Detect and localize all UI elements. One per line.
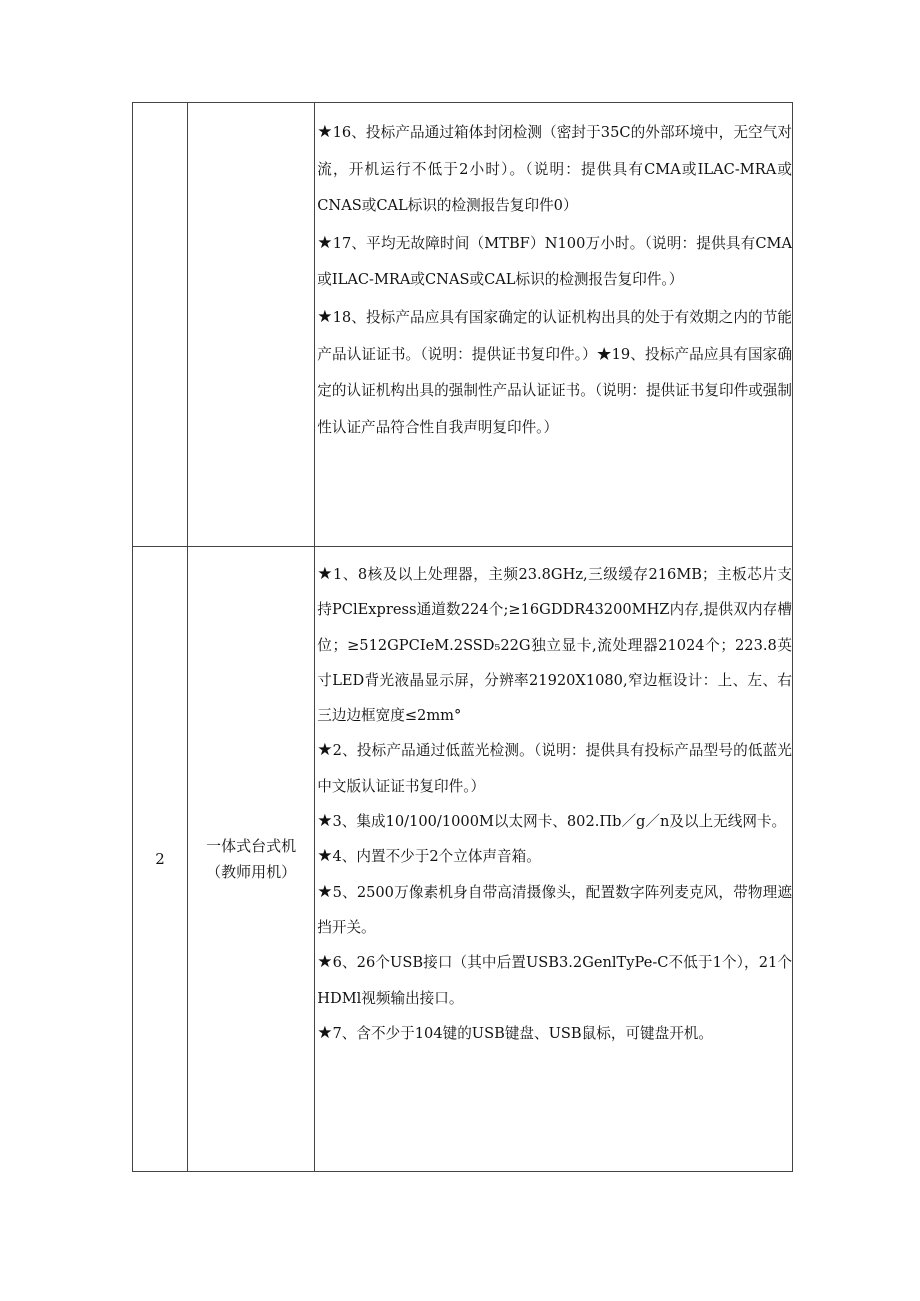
item-number-cell	[133, 103, 188, 547]
star-mark-icon: ★	[317, 122, 333, 142]
requirement-item: ★7、含不少于104键的USB键盘、USB鼠标，可键盘开机。	[317, 1022, 713, 1043]
requirements-cell	[315, 103, 793, 547]
requirement-item: ★5、2500万像素机身自带高清摄像头，配置数字阵列麦克风，带物理遮挡开关。	[317, 881, 792, 936]
star-mark-icon: ★	[317, 740, 333, 761]
table-row	[133, 547, 793, 1172]
star-mark-icon: ★	[317, 846, 333, 867]
table-row	[133, 103, 793, 547]
item-name-cell	[188, 547, 315, 1172]
requirement-item: ★6、26个USB接口（其中后置USB3.2GenlTyPe-C不低于1个），21个HDMl视频输出接口。	[317, 952, 792, 1007]
requirement-item: ★16、投标产品通过箱体封闭检测（密封于35C的外部环境中，无空气对流，开机运行不低于2小时）。（说明：提供具有CMA或ILAC-MRA或CNAS或CAL标识的检测报告复印件0）	[317, 122, 792, 215]
requirement-item: ★1、8核及以上处理器，主频23.8GHz,三级缓存216MB；主板芯片支持PClExpress通道数224个;≥16GDDR43200MHZ内存,提供双内存槽位；≥512GPCIeM.2SSD₅22G独立显卡,流处理器21024个；223.8英寸LED背光液晶显示屏，分辨率21920X1080,窄边框设计：上、左、右三边边框宽度≤2mm°	[317, 564, 792, 725]
star-mark-icon: ★	[317, 306, 333, 327]
star-mark-icon: ★	[317, 232, 333, 253]
star-mark-icon: ★	[317, 564, 333, 584]
requirement-item: ★4、内置不少于2个立体声音箱。	[317, 846, 541, 867]
requirement-item: ★3、集成10/100/1000M以太网卡、802.Πb／g／n及以上无线网卡。	[317, 811, 787, 832]
requirement-item: ★17、平均无故障时间（MTBF）N100万小时。（说明：提供具有CMA或ILAC-MRA或CNAS或CAL标识的检测报告复印件。）	[317, 232, 792, 289]
procurement-spec-table	[132, 102, 793, 1172]
star-mark-icon: ★	[317, 952, 333, 973]
item-name-cell	[188, 103, 315, 547]
star-mark-icon: ★	[317, 1022, 333, 1043]
item-name-line: （教师用机）	[206, 863, 297, 881]
star-mark-icon: ★	[317, 811, 333, 832]
item-number-cell: 2	[133, 547, 188, 1172]
requirements-cell	[315, 547, 793, 1172]
requirement-item: ★2、投标产品通过低蓝光检测。（说明：提供具有投标产品型号的低蓝光中文版认证证书复印件。）	[317, 740, 792, 795]
item-name-line: 一体式台式机	[206, 837, 297, 855]
requirement-item: ★18、投标产品应具有国家确定的认证机构出具的处于有效期之内的节能产品认证证书。（说明：提供证书复印件。）★19、投标产品应具有国家确定的认证机构出具的强制性产品认证证书。（说明：提供证书复印件或强制性认证产品符合性自我声明复印件。）	[317, 306, 792, 436]
star-mark-icon: ★	[317, 881, 333, 902]
